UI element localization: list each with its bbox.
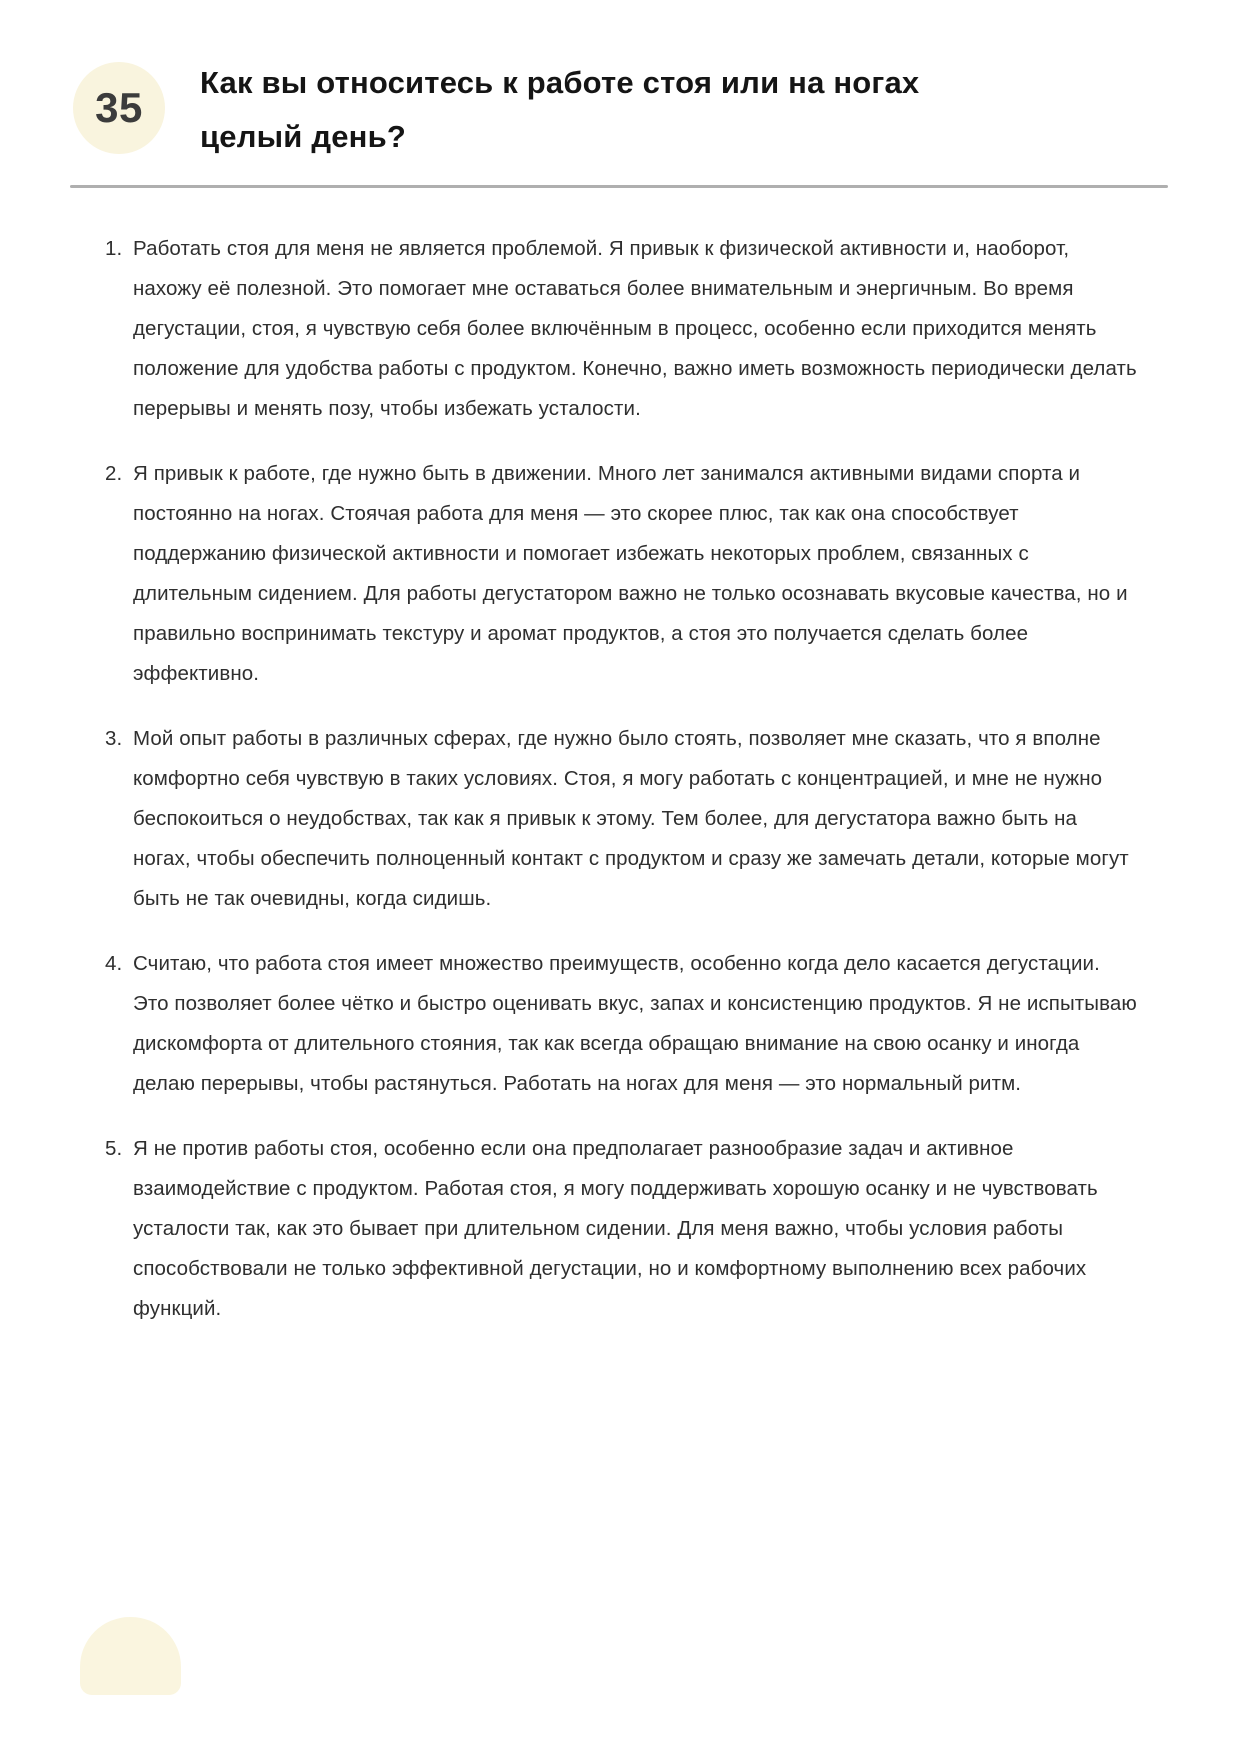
answer-text: Мой опыт работы в различных сферах, где нужно было стоять, позволяет мне сказать, что я вполне комфортно себя чувствую в таких условиях. Стоя, я могу работать с концентрацией, и мне не нужно беспокоиться о неудобствах, так как я привык к этому. Тем более, для дегустатора важно быть на ногах, чтобы обеспечить полноценный контакт с продуктом и сразу же замечать детали, которые могут быть не так очевидны, когда сидишь. [133,727,1129,910]
question-number-badge [73,62,165,154]
answer-number: 5. [105,1137,123,1160]
answer-item-2 [105,454,1138,694]
answer-item-1 [105,229,1138,429]
answer-text: Я привык к работе, где нужно быть в движении. Много лет занимался активными видами спорта и постоянно на ногах. Стоячая работа для меня — это скорее плюс, так как она способствует поддержанию физической активности и помогает избежать некоторых проблем, связанных с длительным сидением. Для работы дегустатором важно не только осознавать вкусовые качества, но и правильно воспринимать текстуру и аромат продуктов, а стоя это получается сделать более эффективно. [133,462,1128,685]
answer-number: 1. [105,237,123,260]
header-divider [70,185,1168,188]
answer-number: 2. [105,462,123,485]
answer-text: Работать стоя для меня не является проблемой. Я привык к физической активности и, наоборот, нахожу её полезной. Это помогает мне оставаться более внимательным и энергичным. Во время дегустации, стоя, я чувствую себя более включённым в процесс, особенно если приходится менять положение для удобства работы с продуктом. Конечно, важно иметь возможность периодически делать перерывы и менять позу, чтобы избежать усталости. [133,237,1137,420]
question-title: Как вы относитесь к работе стоя или на ногах целый день? [200,65,920,154]
answer-number: 4. [105,952,123,975]
next-question-badge-partial [80,1617,181,1695]
question-header [0,0,1239,190]
answer-item-3 [105,719,1138,919]
answer-number: 3. [105,727,123,750]
question-number: 35 [95,84,143,131]
answer-item-4 [105,944,1138,1104]
answer-text: Считаю, что работа стоя имеет множество преимуществ, особенно когда дело касается дегустации. Это позволяет более чётко и быстро оценивать вкус, запах и консистенцию продуктов. Я не испытываю дискомфорта от длительного стояния, так как всегда обращаю внимание на свою осанку и иногда делаю перерывы, чтобы растянуться. Работать на ногах для меня — это нормальный ритм. [133,952,1137,1095]
answer-item-5 [105,1129,1138,1329]
answer-text: Я не против работы стоя, особенно если она предполагает разнообразие задач и активное взаимодействие с продуктом. Работая стоя, я могу поддерживать хорошую осанку и не чувствовать усталости так, как это бывает при длительном сидении. Для меня важно, чтобы условия работы способствовали не только эффективной дегустации, но и комфортному выполнению всех рабочих функций. [133,1137,1098,1320]
answers-list [105,229,1138,1354]
